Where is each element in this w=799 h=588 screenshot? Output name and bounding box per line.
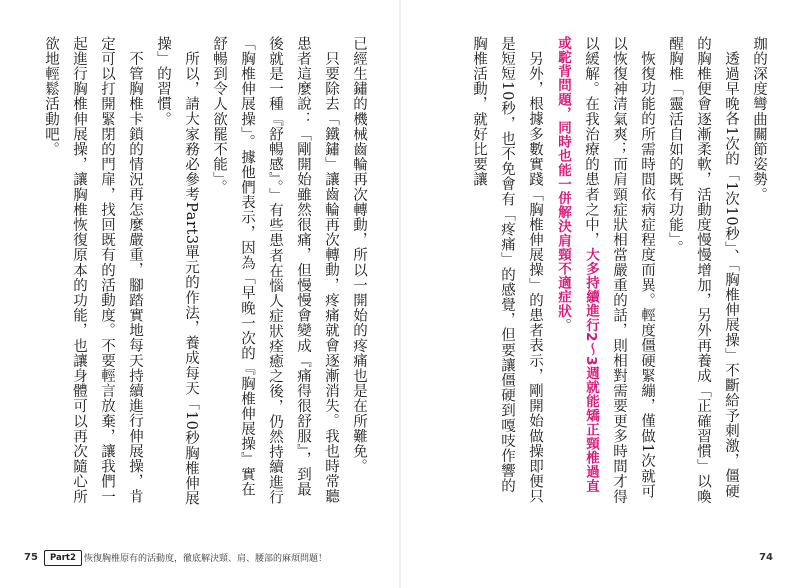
body-text: 只要除去「鐵鏽」讓齒輪再次轉動，疼痛就會逐漸消失。我也時常聽患者這麼說：「剛開始雖然很痛，但慢慢會變成『痛得很舒服』，到最後就是一種『舒暢感』。」有些患者在惱人症狀痊癒之後，仍然持續進行「胸椎伸展操」。據他們表示，因為「早晚一次的『胸椎伸展操』實在舒暢到令人欲罷不能」。 — [211, 36, 339, 505]
body-text: 所以，請大家務必參考Part3單元的作法，養成每天「10秒胸椎伸展操」的習慣。 — [155, 36, 199, 506]
paragraph — [345, 36, 373, 506]
right-page-number: 74 — [759, 552, 773, 563]
body-text: 珈的深度彎曲關節姿勢。 — [751, 36, 767, 203]
book-spine — [399, 0, 401, 588]
paragraph — [149, 36, 205, 506]
paragraph — [465, 36, 549, 506]
highlighted-text: 大多持續進行2〜3週就能矯正頸椎過直或駝背問題，同時也能一併解決肩頸不適症狀 — [555, 36, 599, 493]
paragraph — [661, 36, 745, 506]
left-page-body — [37, 36, 373, 506]
running-footer-title: 恢復胸椎原有的活動度，徹底解決頸、肩、腰部的麻煩問題！ — [84, 554, 328, 564]
paragraph — [37, 36, 149, 506]
body-text: 另外，根據多數實踐「胸椎伸展操」的患者表示，剛開始做操即便只是短短10秒，也不免會有「疼痛」的感覺，但要讓僵硬到嘎吱作響的胸椎活動，就好比要讓 — [471, 36, 543, 504]
body-text: 不管胸椎卡鎖的情況再怎麼嚴重，腳踏實地每天持續進行伸展操，肯定可以打開緊閉的門扉，找回既有的活動度。不要輕言放棄，讓我們一起進行胸椎伸展操，讓胸椎恢復原本的功能，也讓身體可以再次隨心所欲地輕鬆活動吧。 — [43, 36, 143, 505]
body-text: 。 — [555, 318, 571, 334]
paragraph — [549, 36, 661, 506]
paragraph — [205, 36, 345, 506]
body-text: 已經生鏽的機械齒輪再次轉動，所以一開始的疼痛也是在所難免。 — [351, 36, 367, 474]
left-page-number: 75 — [24, 552, 38, 563]
body-text: 透過早晚各1次的「1次10秒」、「胸椎伸展操」不斷給予刺激，僵硬的胸椎便會逐漸柔軟，活動度慢慢增加，另外再養成「正確習慣」以喚醒胸椎「靈活自如的既有功能」。 — [667, 36, 739, 505]
body-text: 恢復功能的所需時間依病症程度而異。輕度僵硬緊繃，僅做1次就可以恢復神清氣爽；而肩頸症狀相當嚴重的話，則相對需要更多時間才得以緩解。在我治療的患者之中， — [583, 36, 655, 505]
right-page-body — [465, 36, 773, 506]
part-badge: Part2 — [44, 550, 82, 566]
paragraph — [745, 36, 773, 506]
